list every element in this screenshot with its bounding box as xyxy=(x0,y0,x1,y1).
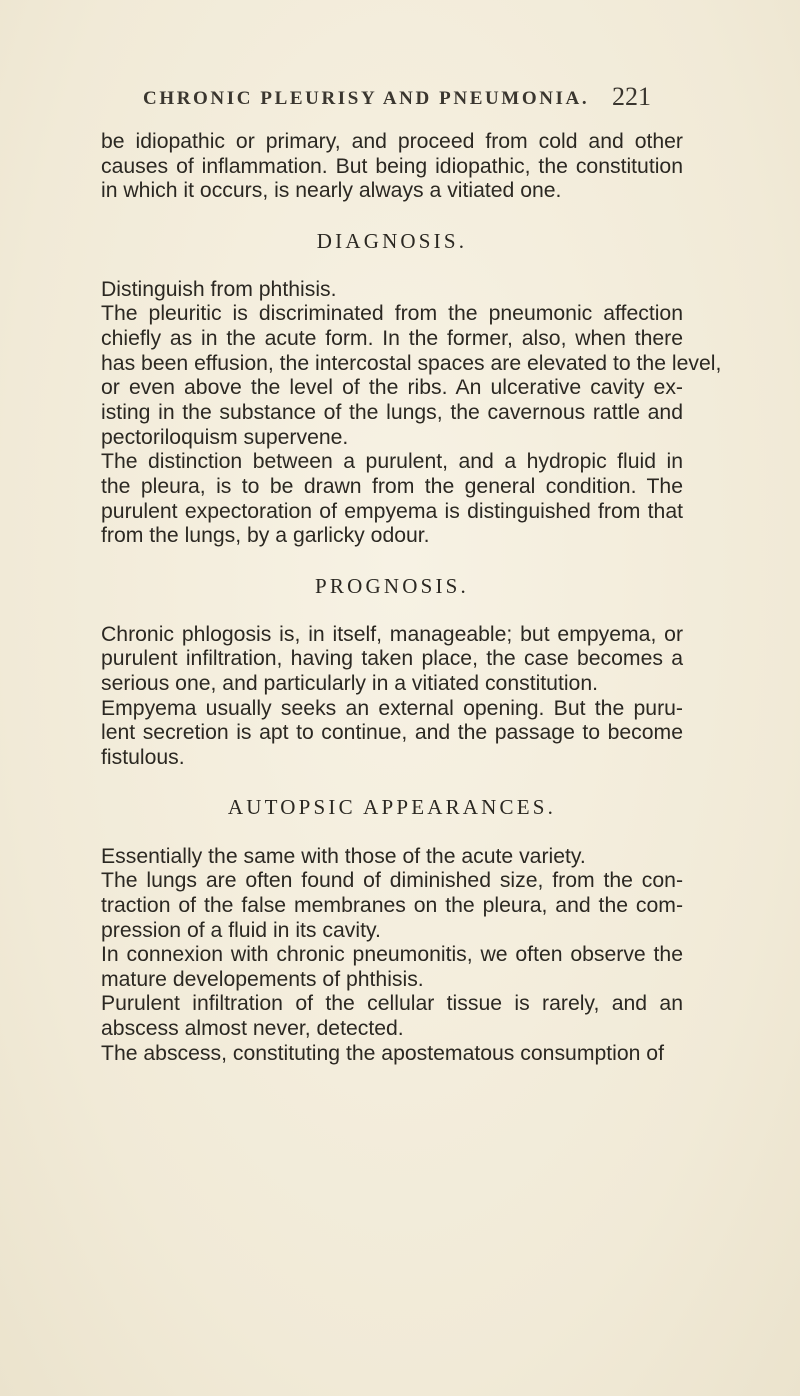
text-line: purulent expectoration of empyema is distinguished from that xyxy=(101,499,683,523)
text-line: mature developements of phthisis. xyxy=(101,967,424,991)
text-line: pression of a fluid in its cavity. xyxy=(101,918,381,942)
autopsic-appearances-heading: AUTOPSIC APPEARANCES. xyxy=(227,795,557,820)
text-line: Distinguish from phthisis. xyxy=(101,277,337,301)
page-header xyxy=(0,80,800,120)
text-line: purulent infiltration, having taken place, the case becomes a xyxy=(101,647,683,671)
page-number: 221 xyxy=(612,82,651,111)
autopsic-paragraph-5 xyxy=(101,1042,683,1067)
autopsic-paragraph-1 xyxy=(101,845,683,870)
text-line: or even above the level of the ribs. An ulcerative cavity ex- xyxy=(101,376,683,400)
prognosis-heading: PROGNOSIS. xyxy=(315,573,469,598)
text-line: The pleuritic is discriminated from the pneumonic affection xyxy=(101,302,683,326)
text-line: Empyema usually seeks an external opening. But the puru- xyxy=(101,696,683,720)
text-line: has been effusion, the intercostal spaces are elevated to the level, xyxy=(101,351,722,375)
text-line: Essentially the same with those of the acute variety. xyxy=(101,844,586,868)
text-line: Chronic phlogosis is, in itself, manageable; but empyema, or xyxy=(101,622,683,646)
diagnosis-paragraph-3 xyxy=(101,450,683,549)
diagnosis-heading: DIAGNOSIS. xyxy=(316,228,468,253)
autopsic-paragraph-3 xyxy=(101,943,683,992)
text-line: chiefly as in the acute form. In the former, also, when there xyxy=(101,327,683,351)
text-line: fistulous. xyxy=(101,746,185,770)
autopsic-paragraph-2 xyxy=(101,869,683,943)
text-line: serious one, and particularly in a vitiated constitution. xyxy=(101,672,599,696)
prognosis-paragraph-1 xyxy=(101,623,683,697)
text-line: causes of inflammation. But being idiopathic, the constitution xyxy=(101,154,683,178)
text-line: Purulent infiltration of the cellular tissue is rarely, and an xyxy=(101,992,683,1016)
text-line: pectoriloquism supervene. xyxy=(101,425,349,449)
autopsic-paragraph-4 xyxy=(101,992,683,1041)
text-line: isting in the substance of the lungs, the cavernous rattle and xyxy=(101,401,683,425)
prognosis-paragraph-2 xyxy=(101,697,683,771)
diagnosis-paragraph-2 xyxy=(101,302,722,450)
text-line: be idiopathic or primary, and proceed from cold and other xyxy=(101,130,683,153)
text-line: The lungs are often found of diminished size, from the con- xyxy=(101,869,683,893)
body-text xyxy=(101,130,722,1066)
text-line: The abscess, constituting the apostematous consumption of xyxy=(101,1041,664,1065)
intro-paragraph xyxy=(101,130,683,204)
text-line: In connexion with chronic pneumonitis, we often observe the xyxy=(101,943,683,967)
running-head: CHRONIC PLEURISY AND PNEUMONIA. xyxy=(143,88,590,109)
text-line: The distinction between a purulent, and a hydropic fluid in xyxy=(101,450,683,474)
text-line: lent secretion is apt to continue, and the passage to become xyxy=(101,721,683,745)
text-line: from the lungs, by a garlicky odour. xyxy=(101,524,430,548)
text-line: abscess almost never, detected. xyxy=(101,1017,404,1041)
text-line: in which it occurs, is nearly always a vitiated one. xyxy=(101,179,562,203)
diagnosis-paragraph-1 xyxy=(101,278,683,303)
text-line: the pleura, is to be drawn from the general condition. The xyxy=(101,474,683,498)
text-line: traction of the false membranes on the pleura, and the com- xyxy=(101,893,683,917)
